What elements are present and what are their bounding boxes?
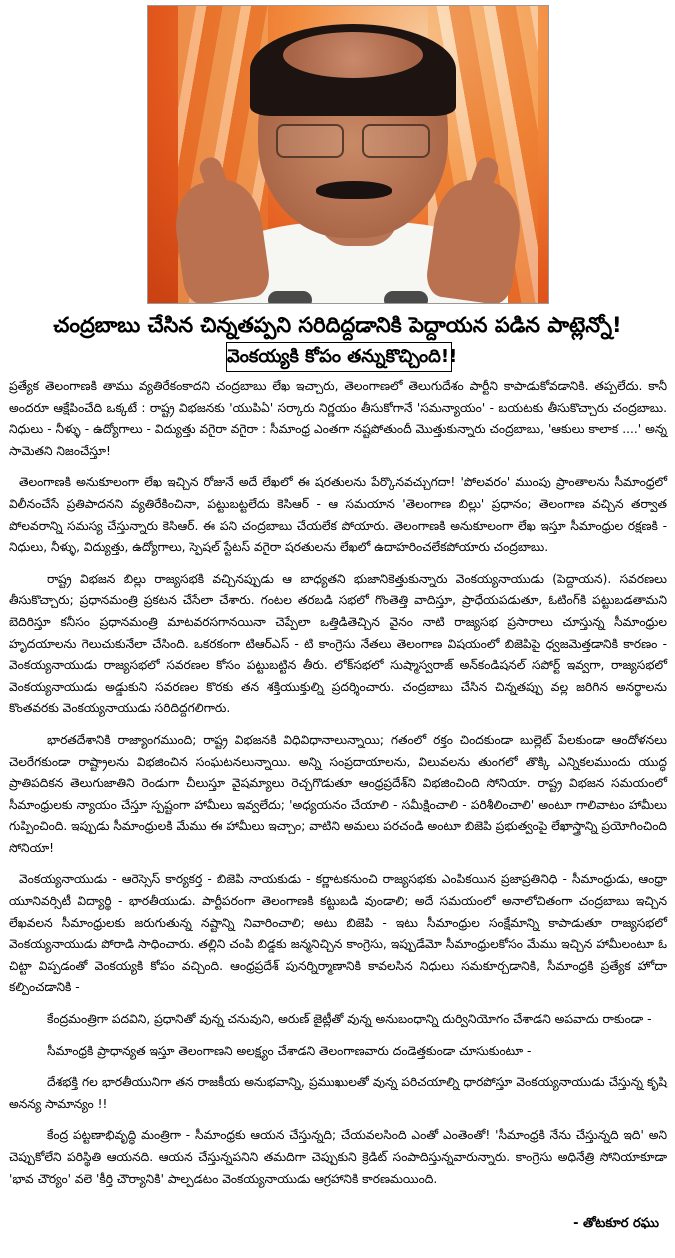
paragraph-1: ప్రత్యేక తెలంగాణకి తాము వ్యతిరేకంకాదని చంద్రబాబు లేఖ ఇచ్చారు, తెలంగాణలో తెలుగుదేశం పార్టీని కాపాడుకోవడానికి. తప్పలేదు. కానీ అందరూ ఆక్షేపించేది ఒక్కటే : రాష్ట్ర విభజనకు 'యుపిఏ' సర్కారు నిర్ణయం తీసుకోగానే 'సమన్యాయం' - బయటకు తీసుకొచ్చారు చంద్రబాబు. నిధులు - నీళ్ళు - ఉద్యోగాలు - విద్యుత్తు వగైరా వగైరా : సీమాంధ్ర ఎంతగా నష్టపోతుందీ మొత్తుకున్నారు చంద్రబాబు, 'ఆకులు కాలాక ....' అన్న సామెతని నిజంచేస్తూ! [9,379,667,458]
headline: చంద్రబాబు చేసిన చిన్నతప్పని సరిదిద్దడానికి పెద్దాయన పడిన పాట్లెన్నో! [53,313,622,337]
paragraph-2: తెలంగాణకి అనుకూలంగా లేఖ ఇచ్చిన రోజునే అదే లేఖలో ఈ షరతులను పేర్కొనవచ్చుగదా! 'పోలవరం' ముంపు ప్రాంతాలను సీమాంధ్రలో విలీనంచేసే ప్రతిపాదనని వ్యతిరేకించినా, పట్టుబట్టలేదు కెసిఆర్ - ఆ సమయాన 'తెలంగాణ బిల్లు' ప్రధానం; తెలంగాణ వచ్చిన తర్వాత పోలవరాన్ని సమస్య చేస్తున్నారు కెసిఆర్. ఈ పని చంద్రబాబు చేయలేక పోయారు. తెలంగాణకి అనుకూలంగా లేఖ ఇస్తూ సీమాంధ్రుల రక్షణకి - నిధులు, నీళ్ళు, విద్యుత్తు, ఉద్యోగాలు, స్పెషల్ స్టేటస్ వగైరా షరతులను లేఖలో ఉదాహరించలేకపోయారు చంద్రబాబు. [9,475,667,555]
paragraph-8: దేశభక్తి గల భారతీయునిగా తన రాజకీయ అనుభవాన్ని, ప్రముఖులతో వున్న పరిచయాల్ని ధారపోస్తూ వెంకయ్యనాయుడు చేస్తున్న కృషి అనన్య సామాన్యం !! [9,1075,667,1111]
article-body [9,376,667,1200]
author-signature: - తోటకూర రఘు [573,1216,659,1231]
forehead [283,32,423,78]
moustache [316,181,392,199]
paragraph-3: రాష్ట్ర విభజన బిల్లు రాజ్యసభకి వచ్చినప్పుడు ఆ బాధ్యతని భుజానికెత్తుకున్నారు వెంకయ్యనాయుడు (పెద్దాయన). సవరణలు తీసుకొచ్చారు; ప్రధానమంత్రి ప్రకటన చేసేలా చేశారు. గంటల తరబడి సభలో గొంతెత్తి వాదిస్తూ, ప్రాధేయపడుతూ, ఓటింగ్‌కి పట్టుబడతామని బెదిరిస్తూ కనీసం ప్రధానమంత్రి మాటవరసగానయినా చెప్పేలా ఒత్తిడితెచ్చిన వైనం నాటి రాజ్యసభ ప్రసారాలు చూస్తున్న సీమాంధ్రుల హృదయాలను గెలుచుకునేలా చేసింది. ఒకరకంగా టిఆర్‌ఎస్ - టి కాంగ్రెసు నేతలు తెలంగాణ విషయంలో బిజెపిపై ధ్వజమెత్తడానికి కారణం - వెంకయ్యనాయుడు రాజ్యసభలో సవరణల కోసం పట్టుబట్టిన తీరు. లోక్‌సభలో సుష్మాస్వరాజ్ అన్‌కండిషనల్ సపోర్ట్ ఇవ్వగా, రాజ్యసభలో వెంకయ్యనాయుడు అడ్డుకుని సవరణల కొరకు తన శక్తియుక్తుల్ని ప్రదర్శించారు. చంద్రబాబు చేసిన చిన్నతప్పు వల్ల జరిగిన అనర్థాలను కొంతవరకు వెంకయ్యనాయుడు సరిదిద్దగలిగారు. [9,571,667,716]
paragraph-5: వెంకయ్యనాయుడు - ఆరెస్సెస్ కార్యకర్త - బిజెపి నాయకుడు - కర్ణాటకనుంచి రాజ్యసభకు ఎంపికయిన ప్రజాప్రతినిధి - సీమాంధ్రుడు, ఆంధ్రా యూనివర్సిటీ విద్యార్థి - భారతీయుడు. పార్టీపరంగా తెలంగాణకి కట్టుబడి వుండాలి; అదే సమయంలో అనాలోచితంగా చంద్రబాబు ఇచ్చిన లేఖవలన సీమాంధ్రులకు జరుగుతున్న నష్టాన్ని నివారించాలి; అటు బిజెపి - ఇటు సీమాంధ్రుల సంక్షేమాన్ని కాపాడుతూ రాజ్యసభలో వెంకయ్యనాయుడు పోరాడి సాధించారు. తల్లిని చంపి బిడ్డకు జన్మనిచ్చిన కాంగ్రెసు, ఇప్పుడేమో సీమాంధ్రులకోసం మేము ఇచ్చిన హామీలంటూ ఓ చిట్టా విప్పడంతో వెంకయ్యకి కోపం వచ్చింది. ఆంధ్రప్రదేశ్ పునర్నిర్మాణానికి కావలసిన నిధులు సమకూర్చడానికి, సీమాంధ్రకి ప్రత్యేక హోదా కల్పించడానికి - [9,872,667,995]
paragraph-4: భారతదేశానికి రాజ్యాంగముంది; రాష్ట్ర విభజనకి విధివిధానాలున్నాయి; గతంలో రక్తం చిందకుండా బుల్లెట్ పేలకుండా ఆందోళనలు చెలరేగకుండా రాష్ట్రాలను విభజించిన సంఘటనలున్నాయి. అన్ని సంప్రదాయాలను, విలువలను తుంగలో తొక్కి ఎన్నికలముందు యుద్ధ ప్రాతిపదికన తెలుగుజాతిని రెండుగా చీలుస్తూ వైషమ్యాలు రెచ్చగొడుతూ ఆంధ్రప్రదేశ్‌ని విభజించింది సోనియా. రాష్ట్ర విభజన సమయంలో సీమాంధ్రులకు న్యాయం చేస్తూ స్పష్టంగా హామీలు ఇవ్వలేదు; 'అధ్యయనం చేయాలి - సమీక్షించాలి - పరిశీలించాలి' అంటూ గాలివాటం హామీలు గుప్పించింది. ఇప్పుడు సీమాంధ్రులకి మేము ఈ హామీలు ఇచ్చాం; వాటిని అమలు పరచండి అంటూ బిజెపి ప్రభుత్వంపై లేఖాస్త్రాన్ని ప్రయోగించింది సోనియా! [9,732,667,855]
paragraph-7: సీమాంధ్రకి ప్రాధాన్యత ఇస్తూ తెలంగాణని అలక్ష్యం చేశాడని తెలంగాణవారు దండెత్తకుండా చూసుకుంటూ - [47,1043,532,1058]
paragraph-9: కేంద్ర పట్టణాభివృద్ధి మంత్రిగా - సీమాంధ్రకు ఆయన చేస్తున్నది; చేయవలసింది ఎంతో ఎంతెంతో! 'సీమాంధ్రకి నేను చేస్తున్నది ఇది' అని చెప్పుకోలేని పరిస్థితి ఆయనది. ఆయన చేస్తున్నపనిని తమదిగా చెప్పుకుని క్రెడిట్ సంపాదిస్తున్నవారున్నారు. కాంగ్రెసు అధినేత్రి సోనియాకూడా 'భావ చౌర్యం' వలె 'కీర్తి చౌర్యానికి' పాల్పడటం వెంకయ్యనాయుడు ఆగ్రహానికి కారణమయింది. [9,1128,667,1186]
microphone-icon [384,291,428,304]
glasses-icon [276,124,430,158]
article-photo [147,5,549,304]
microphone-icon [268,291,312,304]
subheadline: వెంకయ్యకి కోపం తన్నుకొచ్చింది!! [226,342,452,372]
paragraph-6: కేంద్రమంత్రిగా పదవిని, ప్రధానితో వున్న చనువుని, అరుణ్ జైట్లీతో వున్న అనుబంధాన్ని దుర్వినియోగం చేశాడని అపవాదు రాకుండా - [47,1012,652,1027]
